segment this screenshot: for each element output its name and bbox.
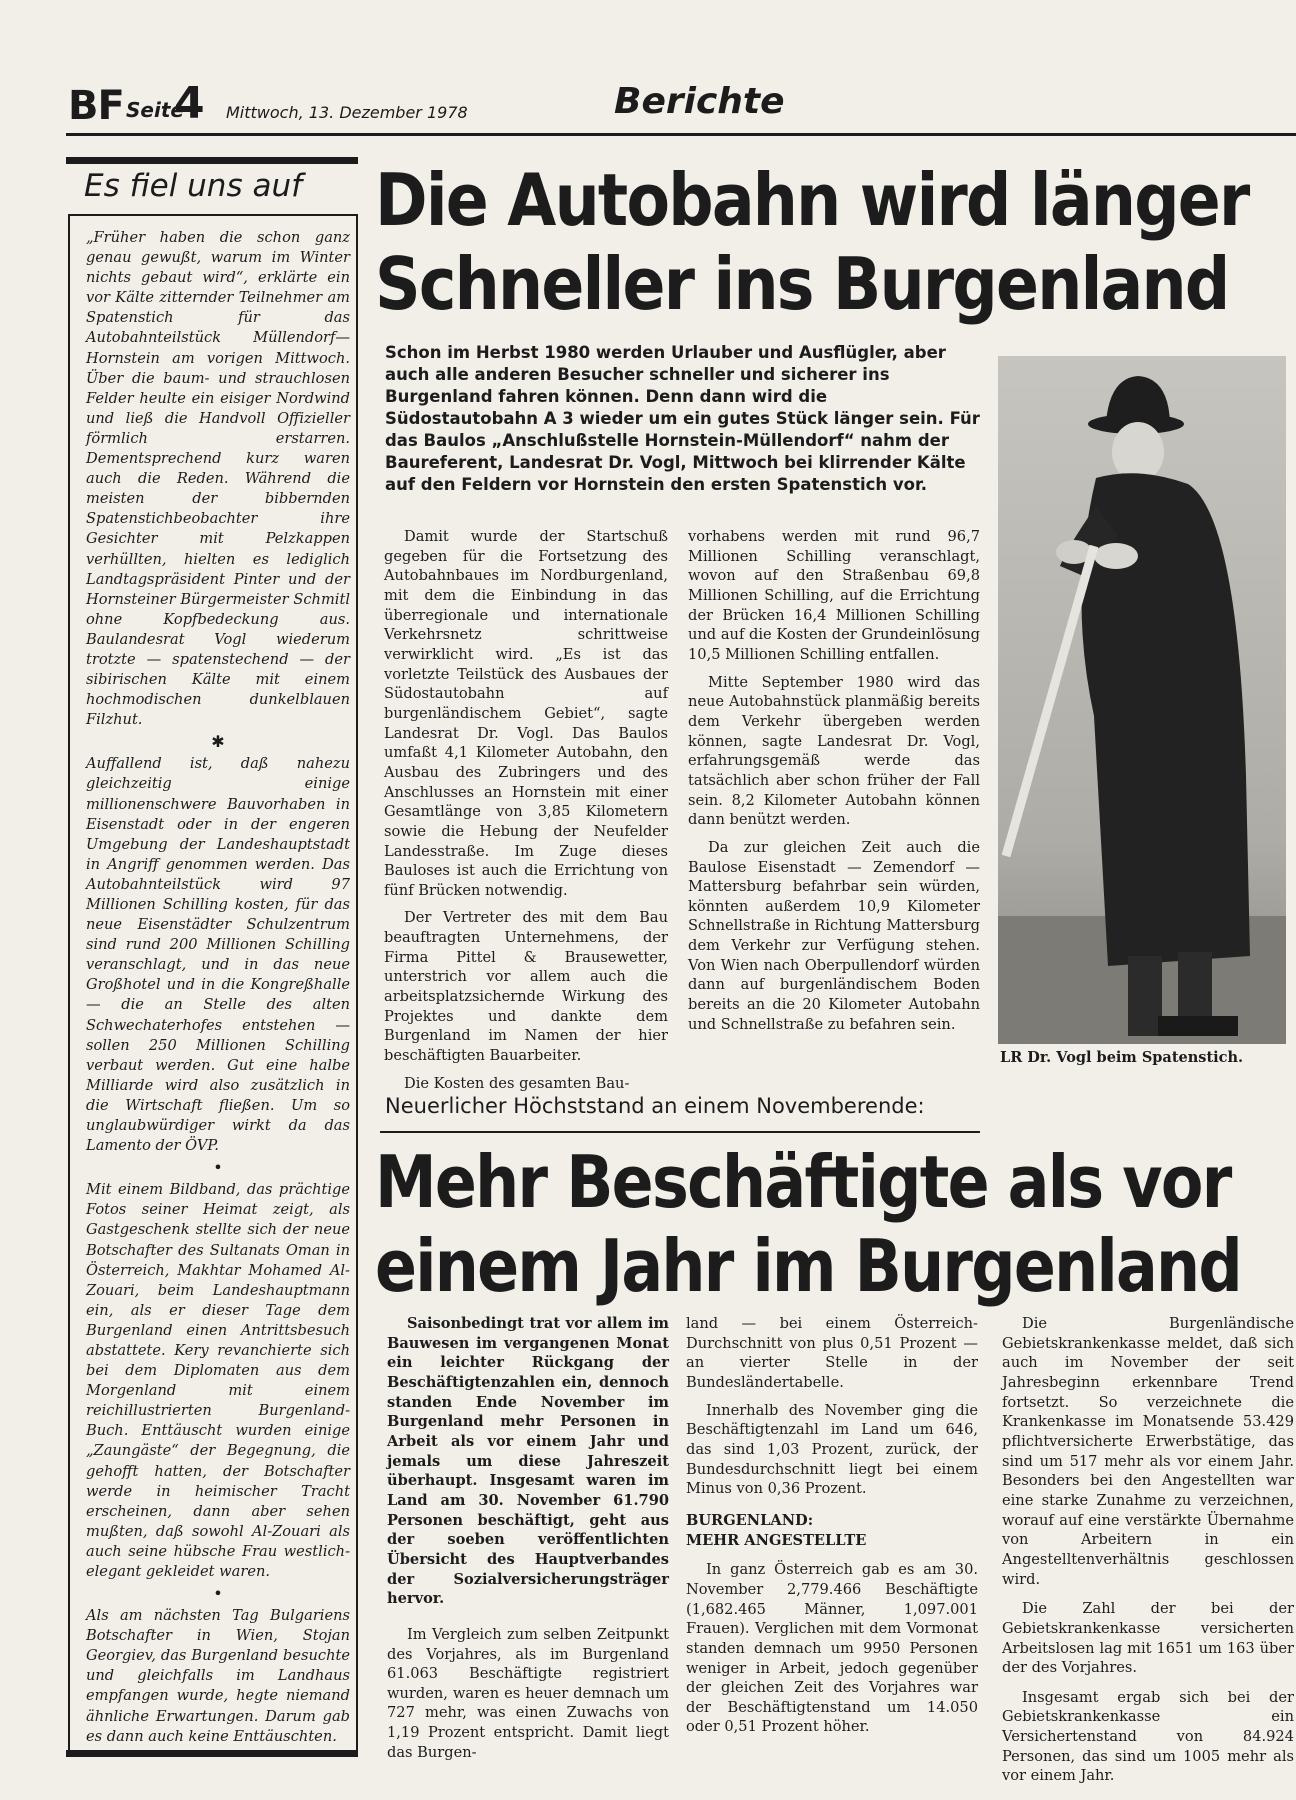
section-title: Berichte	[614, 81, 785, 122]
article2-column-2	[686, 1314, 978, 1737]
article2-zwischentitel: MEHR ANGESTELLTE	[686, 1531, 867, 1549]
article2-paragraph: Die Burgenländische Gebietskrankenkasse meldet, daß sich auch im November der seit Jahresbeginn erkennbare Trend fortsetzt. So verzeichnete die Krankenkasse im Monatsende 53.429 pflichtversicherte Erwerbstätige, das sind um 517 mehr als vor einem Jahr. Besonders bei den Angestellten war eine starke Zunahme zu verzeichnen, worauf auf eine verstärkte Übernahme von Arbeitern in ein Angestelltenverhältnis geschlossen wird.	[1002, 1315, 1294, 1588]
separator-dot: •	[213, 1158, 223, 1178]
sidebar-paragraph: Als am nächsten Tag Bulgariens Botschafter in Wien, Stojan Georgiev, das Burgenland besuchte und gleichfalls im Landhaus empfangen wurde, hegte niemand ähnliche Erwartungen. Darum gab es dann auch keine Enttäuschten.	[86, 1607, 350, 1745]
article1-headline-line2: Schneller ins Burgenland	[375, 242, 1229, 326]
article2-paragraph: Innerhalb des November ging die Beschäftigtenzahl im Land um 646, das sind 1,03 Prozent, zurück, der Bundesdurchschnitt liegt bei einem Minus von 0,36 Prozent.	[686, 1401, 978, 1498]
page-label: Seite	[126, 98, 184, 122]
article2-column-1	[387, 1314, 669, 1762]
article2-lead-paragraph: Saisonbedingt trat vor allem im Bauwesen im vergangenen Monat ein leichter Rückgang der Beschäftigtenzahlen ein, dennoch standen Ende November im Burgenland mehr Personen in Arbeit als vor einem Jahr und jemals um diese Jahreszeit überhaupt. Insgesamt waren im Land am 30. November 61.790 Personen beschäftigt, geht aus der soeben veröffentlichten Übersicht des Hauptverbandes der Sozialversicherungsträger hervor.	[387, 1315, 669, 1608]
sidebar-title: Es fiel uns auf	[84, 168, 303, 204]
article2-paragraph: In ganz Österreich gab es am 30. November 2,779.466 Beschäftigte (1,682.465 Männer, 1,097.001 Frauen). Verglichen mit dem Vormonat standen demnach um 9950 Personen weniger in Arbeit, jedoch gegenüber der gleichen Zeit des Vorjahres war der Beschäftigtenstand um 14.050 oder 0,51 Prozent höher.	[686, 1561, 978, 1736]
newspaper-logo: BF	[68, 83, 124, 129]
sidebar-bottom-bar	[66, 1750, 358, 1757]
sidebar-top-bar	[66, 157, 358, 164]
article1-paragraph: Damit wurde der Startschuß gegeben für die Fortsetzung des Autobahnbaues im Nordburgenland, mit dem die Einbindung in das überregionale und internationale Verkehrsnetz schrittweise verwirklicht wird. „Es ist das vorletzte Teilstück des Ausbaues der Südostautobahn auf burgenländischem Gebiet“, sagte Landesrat Dr. Vogl. Das Baulos umfaßt 4,1 Kilometer Autobahn, den Ausbau des Zubringers und des Anschlusses an Hornstein mit einer Gesamtlänge von 3,85 Kilometern sowie die Hebung der Neufelder Landesstraße. Im Zuge dieses Bauloses ist auch die Errichtung von fünf Brücken notwendig.	[384, 528, 668, 899]
article2-paragraph: Die Zahl der bei der Gebietskrankenkasse versicherten Arbeitslosen lag mit 1651 um 163 über der des Vorjahres.	[1002, 1600, 1294, 1677]
article2-column-3	[1002, 1314, 1294, 1786]
sidebar-paragraph: „Früher haben die schon ganz genau gewußt, warum im Winter nichts gebaut wird“, erklärte ein vor Kälte zitternder Teilnehmer am Spatenstich für das Autobahnteilstück Müllendorf—Hornstein am vorigen Mittwoch. Über die baum- und strauchlosen Felder heulte ein eisiger Nordwind und ließ die Handvoll Offizieller förmlich erstarren. Dementsprechend kurz waren auch die Reden. Während die meisten der bibbernden Spatenstichbeobachter ihre Gesichter mit Pelzkappen verhüllten, hielten es lediglich Landtagspräsident Pinter und der Hornsteiner Bürgermeister Schmitl ohne Kopfbedeckung aus. Baulandesrat Vogl wiederum trotzte — spatenstechend — der sibirischen Kälte mit einem hochmodischen dunkelblauen Filzhut.	[86, 229, 350, 729]
article1-column-1	[384, 527, 668, 1093]
photo-caption: LR Dr. Vogl beim Spatenstich.	[1000, 1049, 1244, 1066]
article2-paragraph: Im Vergleich zum selben Zeitpunkt des Vorjahres, als im Burgenland 61.063 Beschäftigte registriert wurden, waren es heuer demnach um 727 mehr, was einen Zuwachs von 1,19 Prozent entspricht. Damit liegt das Burgen-	[387, 1625, 669, 1761]
issue-date: Mittwoch, 13. Dezember 1978	[226, 103, 468, 122]
article1-lead: Schon im Herbst 1980 werden Urlauber und Ausflügler, aber auch alle anderen Besucher schneller und sicherer ins Burgenland fahren können. Denn dann wird die Südostautobahn A 3 wieder um ein gutes Stück länger sein. Für das Baulos „Anschlußstelle Hornstein-Müllendorf“ nahm der Baureferent, Landesrat Dr. Vogl, Mittwoch bei klirrender Kälte auf den Feldern vor Hornstein den ersten Spatenstich vor.	[385, 343, 980, 494]
article2-headline-line2: einem Jahr im Burgenland	[375, 1224, 1242, 1308]
article2-headline-line1: Mehr Beschäftigte als vor	[375, 1140, 1231, 1224]
article1-headline-line1: Die Autobahn wird länger	[375, 158, 1249, 242]
photo-man-with-spade-icon	[998, 356, 1286, 1044]
article1-column-2	[688, 527, 980, 1034]
article2-subhead: Neuerlicher Höchststand an einem Novemberende:	[385, 1094, 925, 1118]
sidebar-paragraph: Mit einem Bildband, das prächtige Fotos seiner Heimat zeigt, als Gastgeschenk stellte sich der neue Botschafter des Sultanats Oman in Österreich, Makhtar Mohamed Al-Zouari, beim Landeshauptmann ein, als er dieser Tage dem Burgenland einen Antrittsbesuch abstattete. Kery revanchierte sich bei dem Diplomaten aus dem Morgenland mit einem reichillustrierten Burgenland-Buch. Enttäuscht wurden einige „Zaungäste“ der Begegnung, die gehofft hatten, der Botschafter werde in heimischer Tracht erscheinen, dann aber sehen mußten, daß sowohl Al-Zouari als auch seine hübsche Frau westlich-elegant gekleidet waren.	[86, 1181, 350, 1580]
article1-paragraph: Die Kosten des gesamten Bau-	[404, 1074, 630, 1092]
separator-dot: •	[213, 1584, 223, 1604]
article2-paragraph: land — bei einem Österreich-Durchschnitt von plus 0,51 Prozent — an vierter Stelle in der Bundesländertabelle.	[686, 1315, 978, 1391]
article1-paragraph: Der Vertreter des mit dem Bau beauftragten Unternehmens, der Firma Pittel & Brausewetter, unterstrich vor allem auch die arbeitsplatzsichernde Wirkung des Projektes und dankte dem Burgenland im Namen der hier beschäftigten Bauarbeiter.	[384, 909, 668, 1065]
article2-paragraph: Insgesamt ergab sich bei der Gebietskrankenkasse ein Versichertenstand von 84.924 Personen, das sind um 1005 mehr als vor einem Jahr.	[1002, 1688, 1294, 1785]
sidebar-paragraph: Auffallend ist, daß nahezu gleichzeitig einige millionenschwere Bauvorhaben in Eisenstadt oder in der engeren Umgebung der Landeshauptstadt in Angriff genommen werden. Das Autobahnteilstück wird 97 Millionen Schilling kosten, für das neue Eisenstädter Schulzentrum sind rund 200 Millionen Schilling veranschlagt, und in das neue Großhotel und in die Kongreßhalle — die an Stelle des alten Schwechaterhofes entstehen — sollen 250 Millionen Schilling verbaut werden. Gut eine halbe Milliarde wird also zusätzlich in die Wirtschaft fließen. Um so unglaubwürdiger wirkt da das Lamento der ÖVP.	[86, 755, 350, 1155]
page-number: 4	[174, 78, 205, 129]
sidebar-text	[86, 228, 350, 1747]
article2-zwischentitel: BURGENLAND:	[686, 1511, 814, 1529]
article1-paragraph: Da zur gleichen Zeit auch die Baulose Eisenstadt — Zemendorf — Mattersburg befahrbar sein würden, könnten außerdem 10,9 Kilometer Schnellstraße in Richtung Mattersburg dem Verkehr zur Verfügung stehen. Von Wien nach Oberpullendorf würden dann auf burgenländischem Boden bereits an die 20 Kilometer Autobahn und Schnellstraße zu befahren sein.	[688, 838, 980, 1033]
masthead-rule	[66, 133, 1296, 136]
article2-rule	[380, 1131, 980, 1133]
article1-paragraph: vorhabens werden mit rund 96,7 Millionen Schilling veranschlagt, wovon auf den Straßenbau 69,8 Millionen Schilling, auf die Errichtung der Brücken 16,4 Millionen Schilling und auf die Kosten der Grundeinlösung 10,5 Millionen Schilling entfallen.	[688, 528, 980, 663]
separator-star: ✱	[211, 732, 225, 752]
article1-paragraph: Mitte September 1980 wird das neue Autobahnstück planmäßig bereits dem Verkehr übergeben werden können, sagte Landesrat Dr. Vogl, erfahrungsgemäß werde das tatsächlich aber schon früher der Fall sein. 8,2 Kilometer Autobahn können dann benützt werden.	[688, 673, 980, 829]
article1-photo	[998, 356, 1286, 1044]
